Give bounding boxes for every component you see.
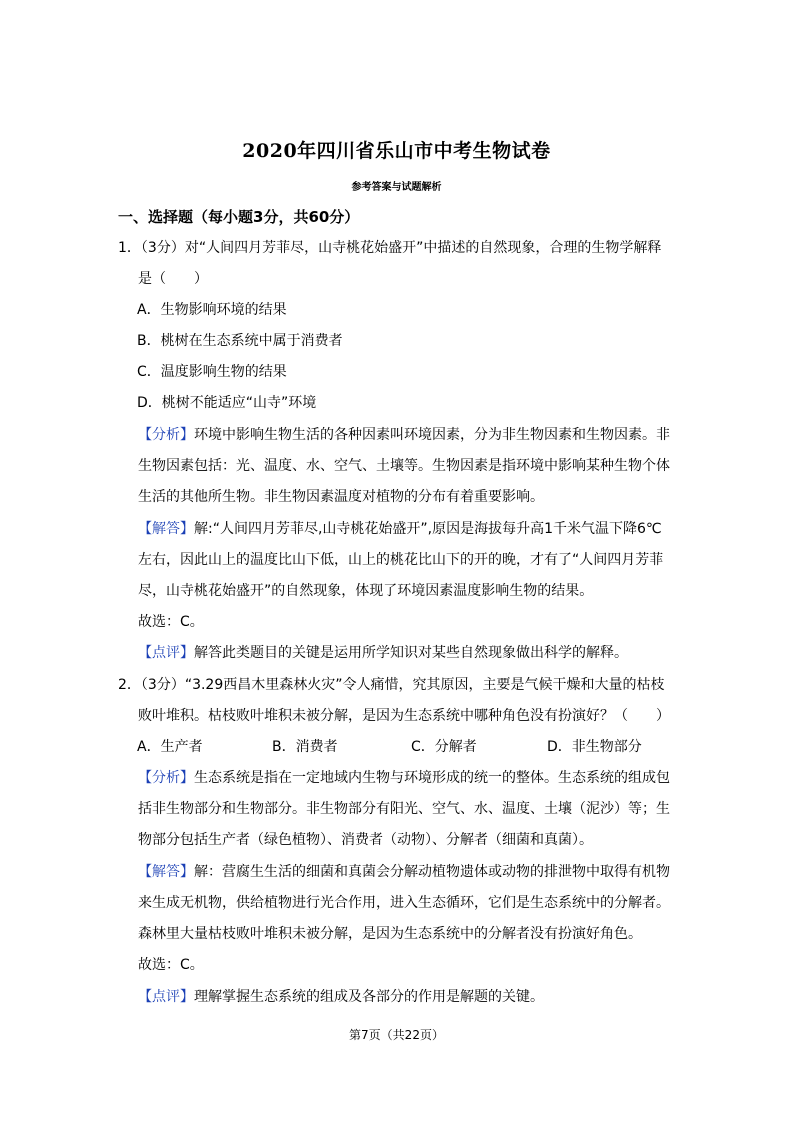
- q1-analysis-line3: 生活的其他所生物。非生物因素温度对植物的分布有着重要影响。: [138, 489, 544, 505]
- analysis-tag: 【分析】: [138, 770, 194, 786]
- q1-option-d: D．桃树不能适应“山寺”环境: [137, 395, 317, 411]
- q2-analysis-line3: 物部分包括生产者（绿色植物）、消费者（动物）、分解者（细菌和真菌）。: [138, 832, 593, 848]
- q1-comment-text: 解答此类题目的关键是运用所学知识对某些自然现象做出科学的解释。: [194, 645, 628, 661]
- q1-analysis-line1: [138, 425, 670, 445]
- page-footer: 第7页（共22页）: [349, 1028, 444, 1042]
- q2-option-a: A．生产者: [137, 739, 203, 755]
- q2-answer-line3: 森林里大量枯枝败叶堆积未被分解，是因为生态系统中的分解者没有扮演好角色。: [138, 926, 642, 942]
- page-subtitle: 参考答案与试题解析: [351, 182, 442, 193]
- q1-stem-line1: 1．（3分）对“人间四月芳菲尽，山寺桃花始盛开”中描述的自然现象，合理的生物学解释: [118, 240, 662, 256]
- comment-tag: 【点评】: [138, 989, 194, 1005]
- q2-answer-line2: 来生成无机物，供给植物进行光合作用，进入生态循环，它们是生态系统中的分解者。: [138, 895, 670, 911]
- q1-stem-line2: 是（ ）: [138, 271, 208, 287]
- q2-option-c: C．分解者: [411, 739, 477, 755]
- q1-answer-line2: 左右，因此山上的温度比山下低，山上的桃花比山下的开的晚，才有了“人间四月芳菲: [138, 552, 664, 568]
- q2-option-d: D．非生物部分: [547, 739, 642, 755]
- q2-stem-line2: 败叶堆积。枯枝败叶堆积未被分解，是因为生态系统中哪种角色没有扮演好？（ ）: [138, 708, 670, 724]
- q1-analysis-text1: 环境中影响生物生活的各种因素叫环境因素，分为非生物因素和生物因素。非: [194, 427, 670, 443]
- answer-tag: 【解答】: [138, 521, 194, 537]
- q2-option-b: B．消费者: [272, 739, 338, 755]
- q1-option-a: A．生物影响环境的结果: [137, 302, 287, 318]
- q2-analysis-line1: [138, 768, 670, 788]
- q1-option-c: C．温度影响生物的结果: [137, 364, 287, 380]
- q1-answer-line3: 尽，山寺桃花始盛开”的自然现象，体现了环境因素温度影响生物的结果。: [138, 583, 594, 599]
- q2-analysis-text1: 生态系统是指在一定地域内生物与环境形成的统一的整体。生态系统的组成包: [194, 770, 670, 786]
- q2-answer-text1: 解：营腐生生活的细菌和真菌会分解动植物遗体或动物的排泄物中取得有机物: [194, 864, 670, 880]
- analysis-tag: 【分析】: [138, 427, 194, 443]
- q2-comment-line: [138, 987, 544, 1007]
- q2-comment-text: 理解掌握生态系统的组成及各部分的作用是解题的关键。: [194, 989, 544, 1005]
- q1-option-b: B．桃树在生态系统中属于消费者: [137, 333, 343, 349]
- q2-answer-line1: [138, 862, 670, 882]
- answer-tag: 【解答】: [138, 864, 194, 880]
- q1-answer-line1: [138, 519, 662, 539]
- q1-analysis-line2: 生物因素包括：光、温度、水、空气、土壤等。生物因素是指环境中影响某种生物个体: [138, 458, 670, 474]
- q1-comment-line: [138, 643, 628, 663]
- q2-choice: 故选：C。: [138, 957, 204, 973]
- section-heading: 一、选择题（每小题3分，共60分）: [118, 208, 360, 226]
- comment-tag: 【点评】: [138, 645, 194, 661]
- q2-stem-line1: 2．（3分）“3.29西昌木里森林火灾”令人痛惜，究其原因，主要是气候干燥和大量的枯枝: [118, 677, 665, 693]
- q2-analysis-line2: 括非生物部分和生物部分。非生物部分有阳光、空气、水、温度、土壤（泥沙）等；生: [138, 801, 670, 817]
- page-title: 2020年四川省乐山市中考生物试卷: [242, 140, 551, 162]
- q1-choice: 故选：C。: [138, 614, 204, 630]
- q1-answer-text1: 解:“人间四月芳菲尽,山寺桃花始盛开”,原因是海拔每升高1千米气温下降6℃: [194, 521, 662, 537]
